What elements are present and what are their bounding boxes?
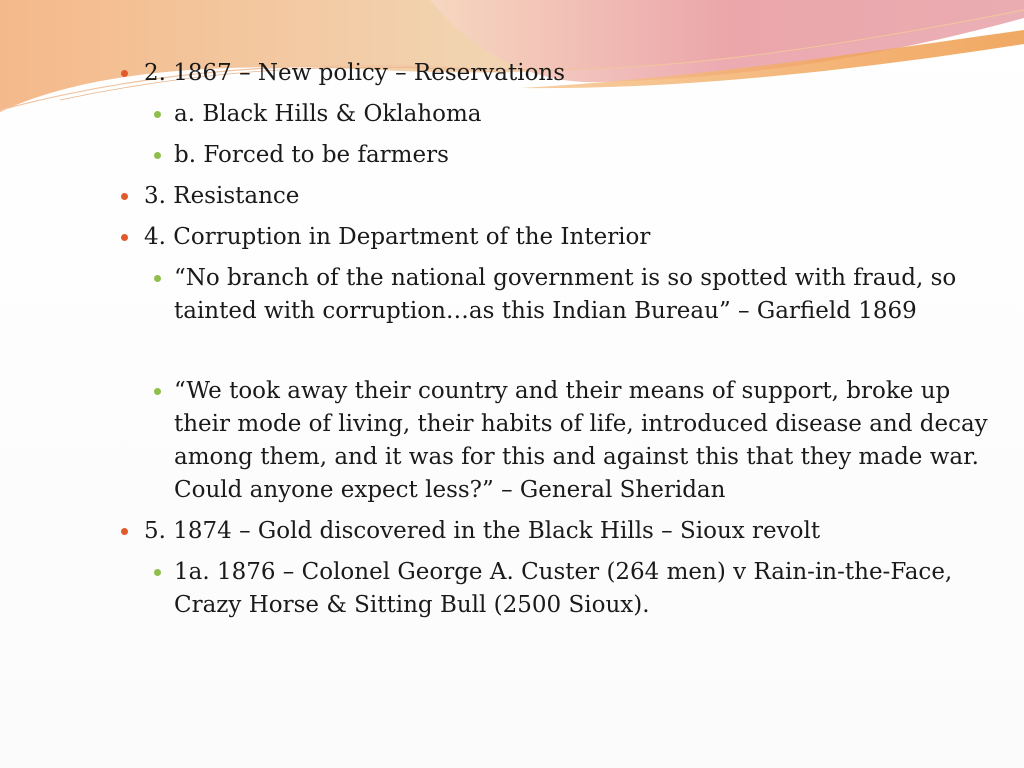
outline-item-text: 4. Corruption in Department of the Interior bbox=[144, 224, 651, 250]
outline-subitem-text: “We took away their country and their means of support, broke up their mode of living, their habits of life, introduced disease and decay among them, and it was for this and against this that they made war. Could anyone expect less?” – General Sheridan bbox=[174, 378, 988, 503]
bullet-level2-icon bbox=[154, 152, 161, 159]
outline-item-5 bbox=[118, 515, 998, 548]
outline-list bbox=[118, 57, 998, 622]
bullet-level2-icon bbox=[154, 275, 161, 282]
outline-subitem bbox=[118, 556, 998, 622]
outline-item-text: 3. Resistance bbox=[144, 183, 300, 209]
outline-subitem bbox=[118, 98, 998, 131]
outline-subitem bbox=[118, 139, 998, 172]
bullet-level2-icon bbox=[154, 388, 161, 395]
bullet-level1-icon bbox=[121, 528, 128, 535]
outline-subitem-text: 1a. 1876 – Colonel George A. Custer (264 men) v Rain-in-the-Face, Crazy Horse & Sitting Bull (2500 Sioux). bbox=[174, 559, 953, 618]
outline-subitem-text: “No branch of the national government is so spotted with fraud, so tainted with corruption…as this Indian Bureau” – Garfield 1869 bbox=[174, 265, 957, 324]
outline-item-text: 5. 1874 – Gold discovered in the Black Hills – Sioux revolt bbox=[144, 518, 821, 544]
outline-item-3 bbox=[118, 180, 998, 213]
bullet-level1-icon bbox=[121, 70, 128, 77]
bullet-level1-icon bbox=[121, 234, 128, 241]
slide-body bbox=[118, 57, 998, 622]
outline-item-text: 2. 1867 – New policy – Reservations bbox=[144, 60, 566, 86]
outline-subitem-quote-garfield bbox=[118, 262, 998, 328]
outline-item-4 bbox=[118, 221, 998, 254]
bullet-level2-icon bbox=[154, 569, 161, 576]
outline-subitem-quote-sheridan bbox=[118, 375, 998, 507]
outline-item-2 bbox=[118, 57, 998, 90]
bullet-level1-icon bbox=[121, 193, 128, 200]
bullet-level2-icon bbox=[154, 111, 161, 118]
outline-subitem-text: b. Forced to be farmers bbox=[174, 142, 449, 168]
outline-subitem-text: a. Black Hills & Oklahoma bbox=[174, 101, 482, 127]
